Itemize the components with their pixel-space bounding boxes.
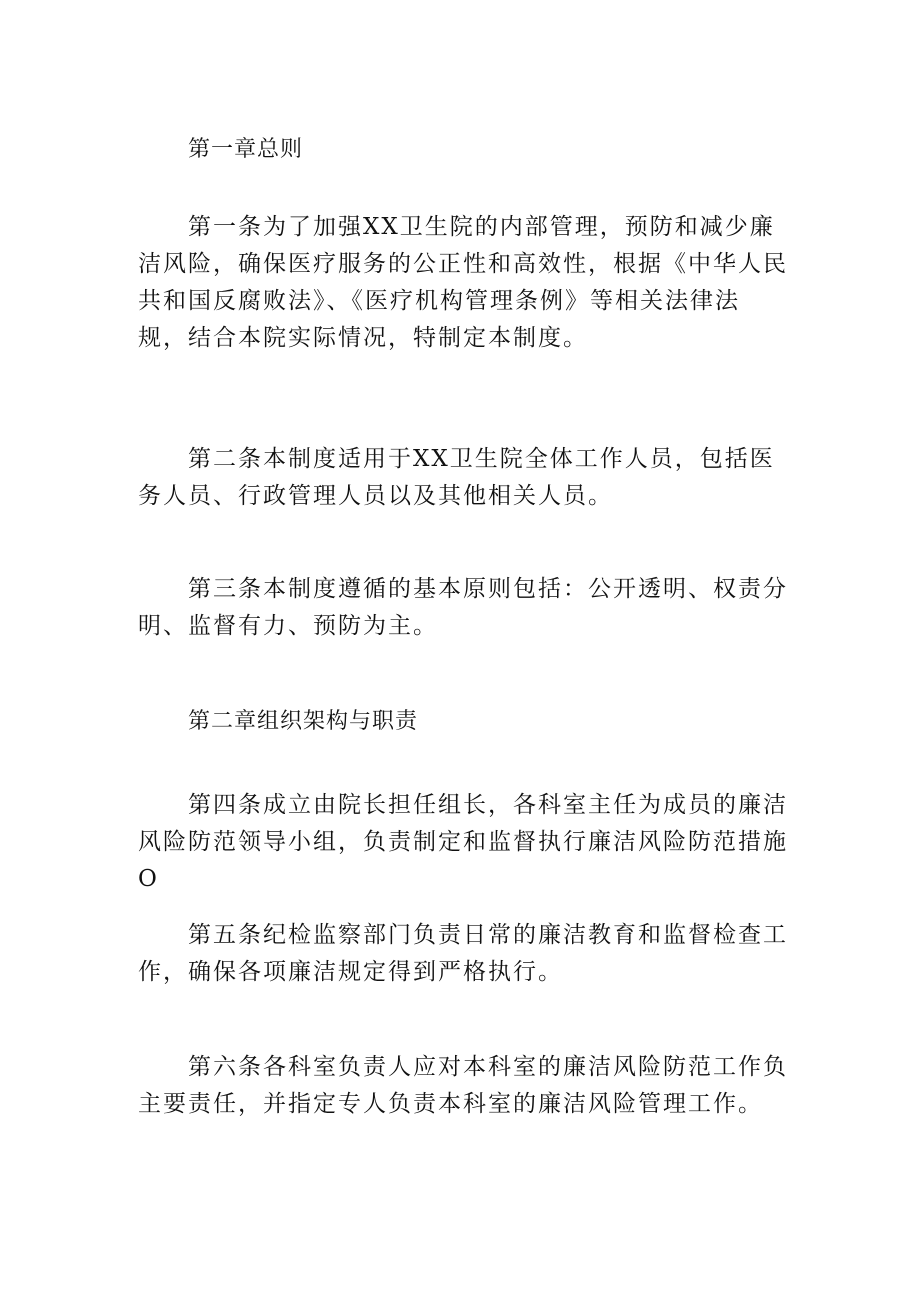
article-6: 第六条各科室负责人应对本科室的廉洁风险防范工作负主要责任，并指定专人负责本科室的廉洁风险管理工作。: [138, 1054, 788, 1117]
chapter-2-heading: 第二章组织架构与职责: [188, 709, 419, 734]
article-3: 第三条本制度遵循的基本原则包括：公开透明、权责分明、监督有力、预防为主。: [138, 576, 788, 639]
article-4: 第四条成立由院长担任组长，各科室主任为成员的廉洁风险防范领导小组，负责制定和监督执行廉洁风险防范措施O: [138, 792, 788, 892]
article-2: 第二条本制度适用于XX卫生院全体工作人员，包括医务人员、行政管理人员以及其他相关人员。: [138, 446, 775, 509]
article-1: 第一条为了加强XX卫生院的内部管理，预防和减少廉洁风险，确保医疗服务的公正性和高效性，根据《中华人民共和国反腐败法》、《医疗机构管理条例》等相关法律法规，结合本院实际情况，特制定本制度。: [138, 214, 788, 351]
article-5: 第五条纪检监察部门负责日常的廉洁教育和监督检查工作，确保各项廉洁规定得到严格执行。: [138, 922, 788, 985]
chapter-1-heading: 第一章总则: [188, 137, 304, 162]
